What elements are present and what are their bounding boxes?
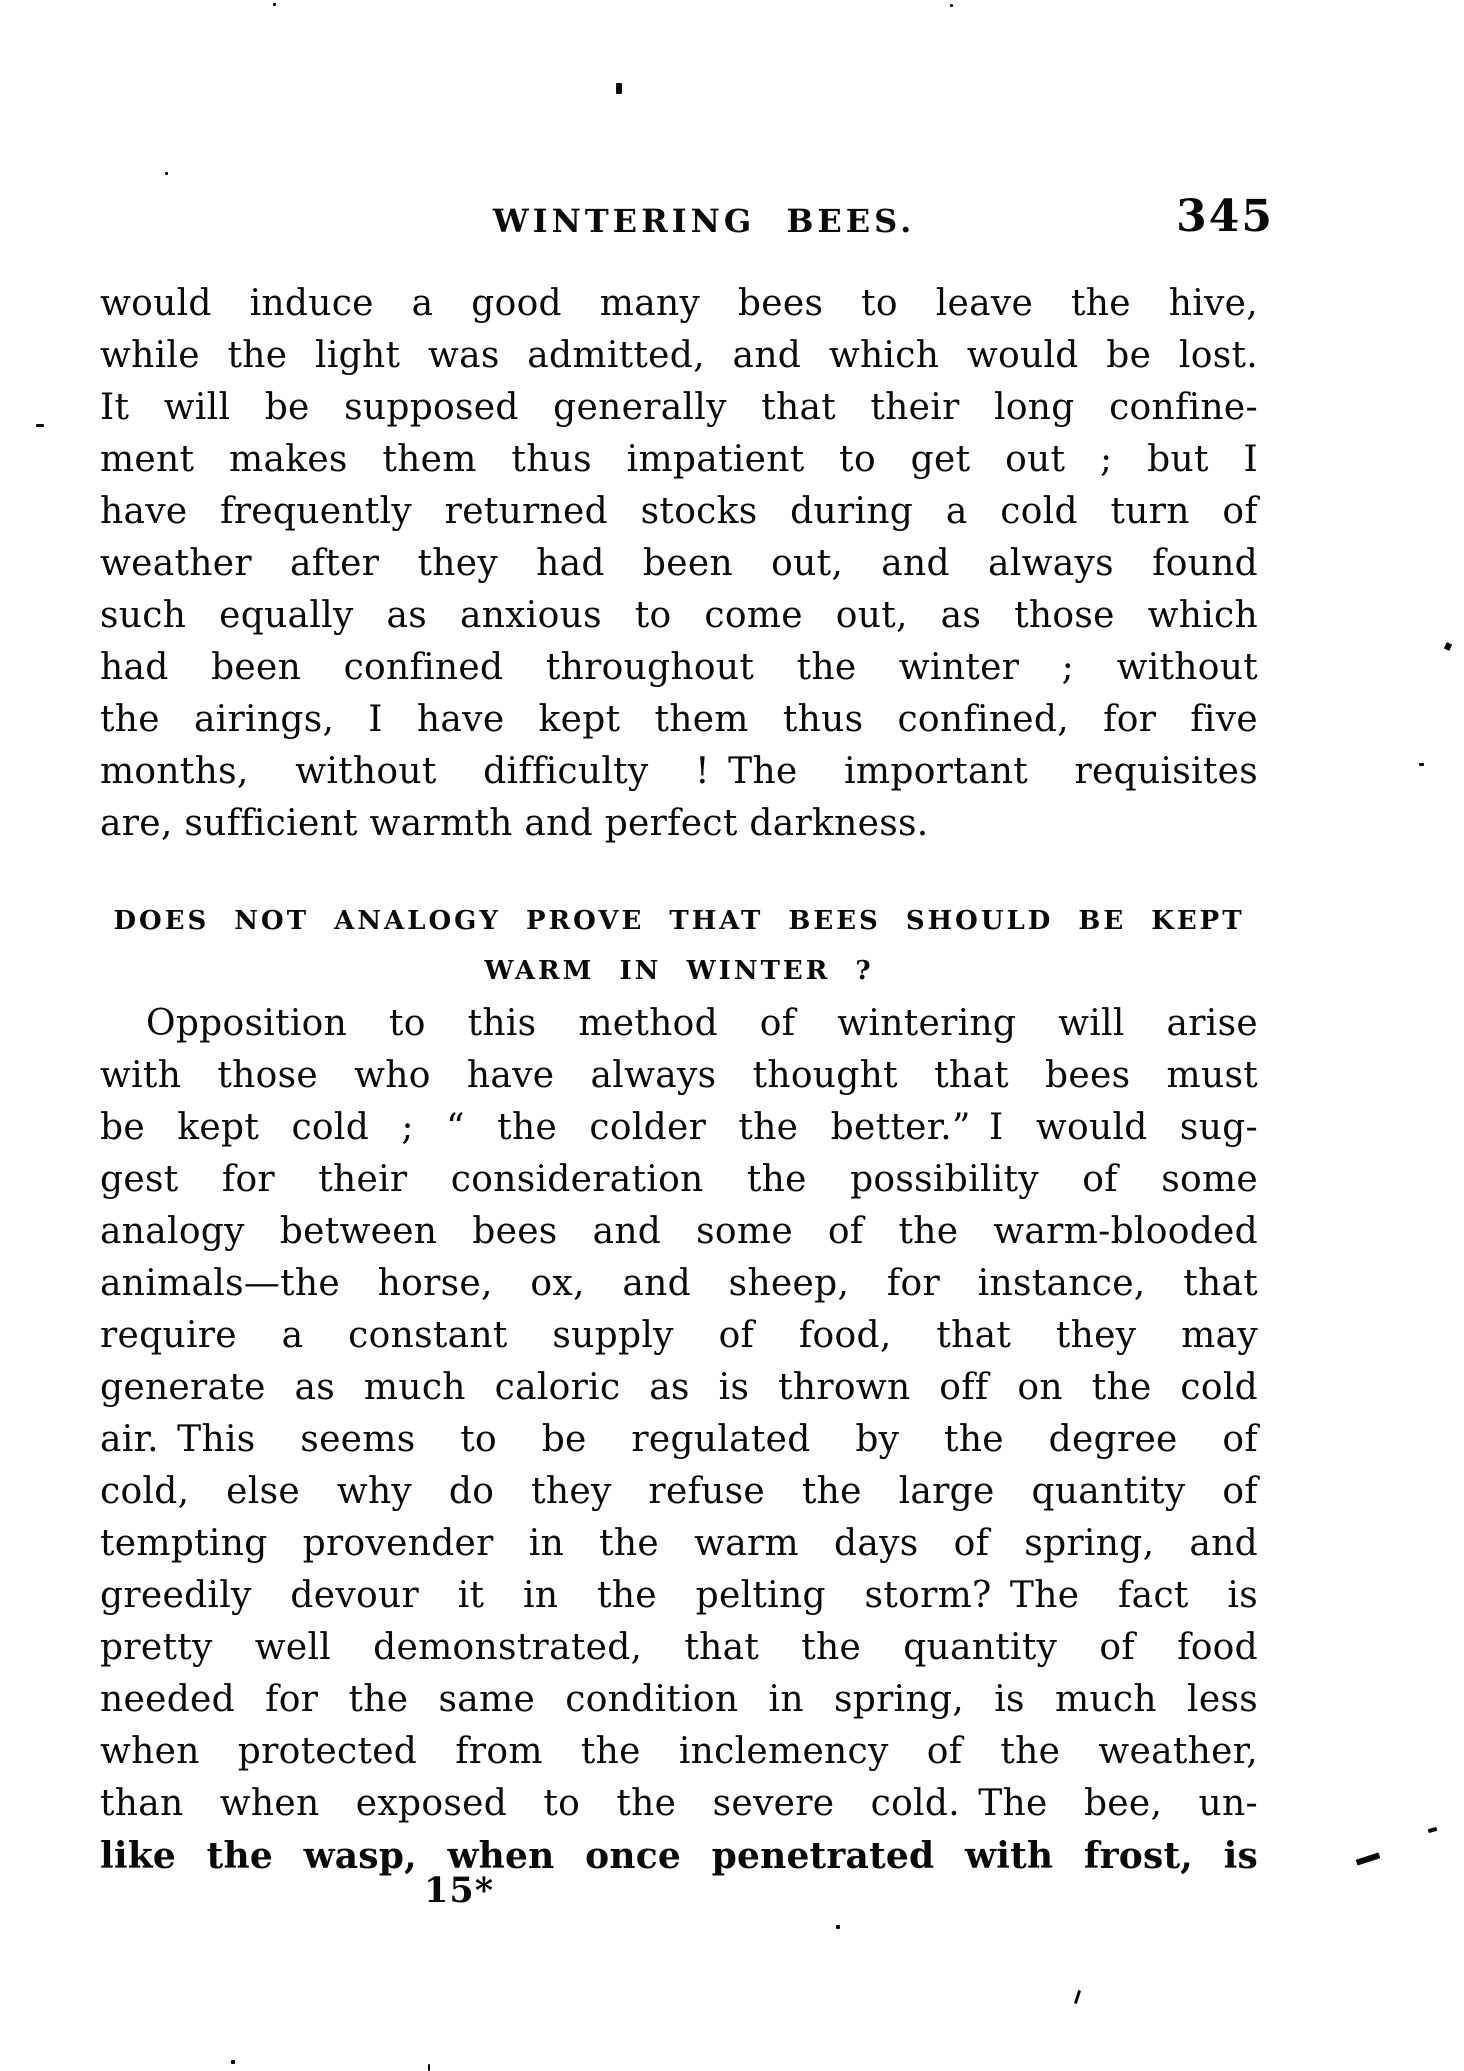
ink-speck	[1419, 763, 1424, 766]
ink-speck	[616, 83, 622, 94]
ink-speck	[231, 2060, 235, 2064]
text-line: when protected from the inclemency of the weather,	[100, 1731, 1258, 1772]
ink-speck	[1428, 1827, 1438, 1833]
text-line: gest for their consideration the possibility of some	[100, 1159, 1258, 1200]
paragraph-continuation	[100, 278, 1258, 850]
ink-speck	[428, 2064, 430, 2071]
text-line: analogy between bees and some of the warm-blooded	[100, 1211, 1258, 1252]
text-line: tempting provender in the warm days of spring, and	[100, 1523, 1258, 1564]
ink-speck	[1074, 1990, 1081, 2004]
text-line: the airings, I have kept them thus confined, for five	[100, 699, 1258, 740]
text-line: with those who have always thought that bees must	[100, 1055, 1258, 1096]
text-line: cold, else why do they refuse the large quantity of	[100, 1471, 1258, 1512]
text-line: pretty well demonstrated, that the quantity of food	[100, 1627, 1258, 1668]
section-heading-line: DOES NOT ANALOGY PROVE THAT BEES SHOULD BE KEPT	[113, 906, 1245, 936]
signature-mark: 15*	[424, 1870, 495, 1911]
text-line: require a constant supply of food, that they may	[100, 1315, 1258, 1356]
text-line: Opposition to this method of wintering will arise	[146, 1003, 1258, 1044]
text-line: while the light was admitted, and which would be lost.	[100, 335, 1258, 376]
text-line: would induce a good many bees to leave the hive,	[100, 283, 1258, 324]
text-line: air. This seems to be regulated by the degree of	[100, 1419, 1258, 1460]
text-line: weather after they had been out, and always found	[100, 543, 1258, 584]
text-line: animals—the horse, ox, and sheep, for instance, that	[100, 1263, 1258, 1304]
text-line: needed for the same condition in spring, is much less	[100, 1679, 1258, 1720]
text-line: months, without difficulty ! The important requisites	[100, 751, 1258, 792]
text-line: It will be supposed generally that their long confine-	[100, 387, 1258, 428]
text-line: be kept cold ; “ the colder the better.” I would sug-	[100, 1107, 1258, 1148]
running-head	[100, 191, 1274, 250]
page-title: WINTERING BEES.	[492, 202, 916, 240]
text-line: than when exposed to the severe cold. The bee, un-	[100, 1783, 1258, 1824]
text-line: are, sufficient warmth and perfect darkness.	[100, 803, 929, 844]
ink-speck	[165, 172, 168, 175]
ink-speck	[36, 424, 44, 427]
page-number: 345	[1176, 191, 1274, 242]
text-line: like the wasp, when once penetrated with frost, is	[100, 1835, 1258, 1877]
text-line: generate as much caloric as is thrown off on the cold	[100, 1367, 1258, 1408]
ink-speck	[1444, 642, 1452, 651]
text-line: greedily devour it in the pelting storm? The fact is	[100, 1575, 1258, 1616]
section-heading	[100, 896, 1258, 996]
ink-speck	[1356, 1852, 1381, 1865]
ink-speck	[950, 4, 953, 7]
text-line: ment makes them thus impatient to get out ; but I	[100, 439, 1258, 480]
ink-speck	[273, 3, 276, 6]
section-heading-line: WARM IN WINTER ?	[484, 956, 874, 986]
paragraph-main	[100, 998, 1258, 1882]
text-line: had been confined throughout the winter ; without	[100, 647, 1258, 688]
ink-speck	[836, 1925, 840, 1929]
text-line: such equally as anxious to come out, as those which	[100, 595, 1258, 636]
text-line: have frequently returned stocks during a cold turn of	[100, 491, 1258, 532]
